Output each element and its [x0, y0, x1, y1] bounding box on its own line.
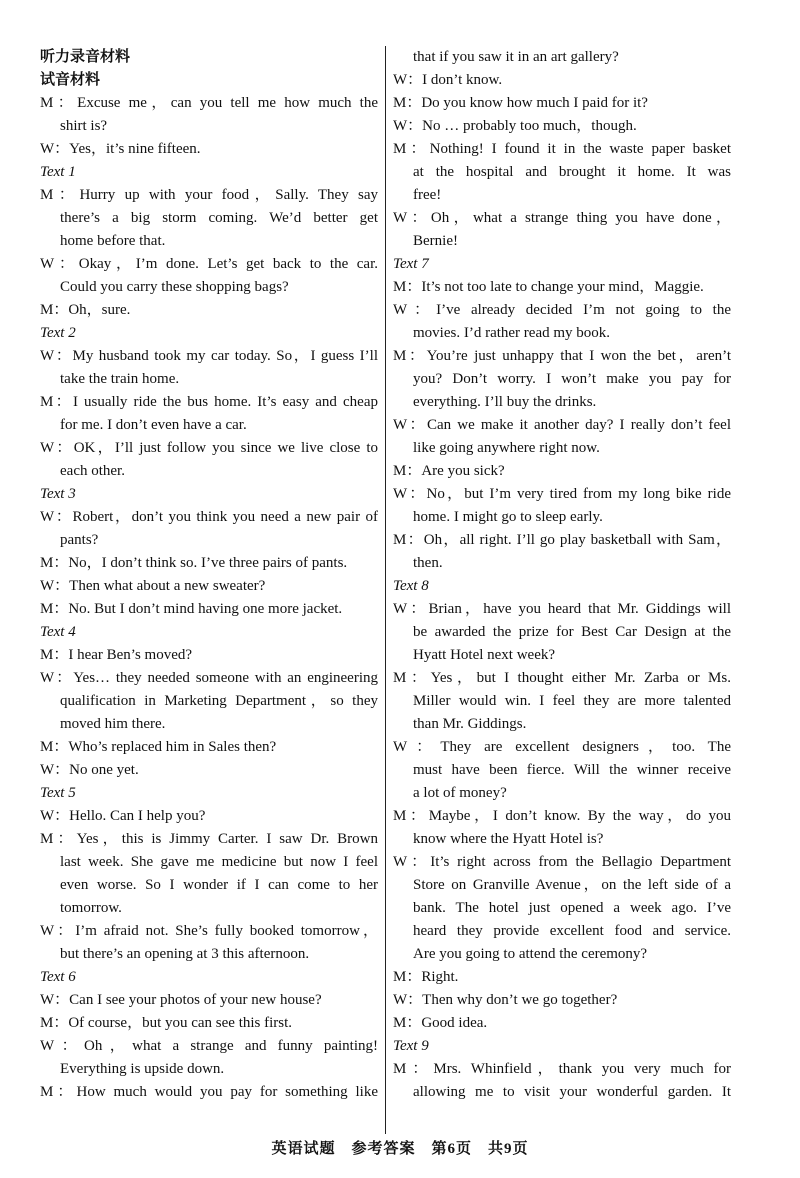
transcript-line: M：I hear Ben’s moved? [40, 647, 193, 663]
transcript-line: W：Yes… they needed someone with an engineering [40, 670, 378, 686]
transcript-line: W：Then what about a new sweater? [40, 578, 266, 594]
transcript-line: at the hospital and brought it home. It was [413, 164, 731, 180]
transcript-line: M：Hurry up with your food，Sally. They say [40, 187, 378, 203]
section-heading: Text 9 [393, 1038, 429, 1054]
transcript-line: W：OK，I’ll just follow you since we live close to [40, 440, 378, 456]
transcript-line: Are you going to attend the ceremony? [413, 946, 648, 962]
transcript-line: M：It’s not too late to change your mind，Maggie. [393, 279, 704, 295]
transcript-line: W：They are excellent designers，too. The [393, 739, 731, 755]
transcript-line: W：Can I see your photos of your new house? [40, 992, 322, 1008]
transcript-line: W：My husband took my car today. So，I guess I’ll [40, 348, 378, 364]
transcript-line: M：Mrs. Whinfield，thank you very much for [393, 1061, 731, 1077]
transcript-line: like going anywhere right now. [413, 440, 600, 456]
transcript-line: W：Can we make it another day? I really don’t feel [393, 417, 731, 433]
transcript-line: W：No … probably too much，though. [393, 118, 637, 134]
transcript-line: W：Then why don’t we go together? [393, 992, 618, 1008]
transcript-line: M：Maybe，I don’t know. By the way，do you [393, 808, 731, 824]
transcript-line: last week. She gave me medicine but now I feel [60, 854, 378, 870]
document-heading: 试音材料 [40, 72, 101, 88]
transcript-line: M：I usually ride the bus home. It’s easy and cheap [40, 394, 378, 410]
transcript-line: Everything is upside down. [60, 1061, 225, 1077]
transcript-line: qualification in Marketing Department，so they [60, 693, 378, 709]
transcript-line: heard they provide excellent food and service. [413, 923, 731, 939]
transcript-line: W：I’m afraid not. She’s fully booked tomorrow， [40, 923, 378, 939]
transcript-line: Miller would win. I feel they are more talented [413, 693, 731, 709]
transcript-line: must have been fierce. Will the winner receive [413, 762, 731, 778]
transcript-line: be awarded the prize for Best Car Design at the [413, 624, 731, 640]
transcript-line: M：No，I don’t think so. I’ve three pairs of pants. [40, 555, 348, 571]
transcript-line: W：Brian，have you heard that Mr. Giddings will [393, 601, 731, 617]
transcript-line: you? Don’t worry. I won’t make you pay for [413, 371, 731, 387]
section-heading: Text 7 [393, 256, 429, 272]
transcript-line: W：Oh，what a strange thing you have done， [393, 210, 731, 226]
transcript-line: M：You’re just unhappy that I won the bet，aren’t [393, 348, 731, 364]
transcript-line: free! [413, 187, 442, 203]
page-footer: 英语试题 参考答案 第6页 共9页 [271, 1141, 529, 1157]
transcript-line: movies. I’d rather read my book. [413, 325, 611, 341]
transcript-line: W：Hello. Can I help you? [40, 808, 206, 824]
transcript-line: W：No，but I’m very tired from my long bike ride [393, 486, 731, 502]
transcript-line: W：Yes，it’s nine fifteen. [40, 141, 201, 157]
section-heading: Text 4 [40, 624, 76, 640]
transcript-line: moved him there. [60, 716, 166, 732]
transcript-line: Store on Granville Avenue，on the left side of a [413, 877, 731, 893]
right-column [393, 46, 731, 1104]
transcript-line: M：Who’s replaced him in Sales then? [40, 739, 277, 755]
section-heading: Text 1 [40, 164, 76, 180]
transcript-line: take the train home. [60, 371, 180, 387]
transcript-line: home. I might go to sleep early. [413, 509, 603, 525]
transcript-line: shirt is? [60, 118, 108, 134]
transcript-line: M：Yes，but I thought either Mr. Zarba or Ms. [393, 670, 731, 686]
section-heading: Text 6 [40, 969, 76, 985]
transcript-line: than Mr. Giddings. [413, 716, 527, 732]
transcript-line: M：Of course，but you can see this first. [40, 1015, 293, 1031]
transcript-line: W：Oh，what a strange and funny painting! [40, 1038, 378, 1054]
transcript-line: M：Oh，all right. I’ll go play basketball with Sam， [393, 532, 731, 548]
transcript-line: bank. The hotel just opened a week ago. I’ve [413, 900, 731, 916]
transcript-line: a lot of money? [413, 785, 507, 801]
transcript-line: W：No one yet. [40, 762, 139, 778]
transcript-line: W：I don’t know. [393, 72, 503, 88]
transcript-line: Hyatt Hotel next week? [413, 647, 556, 663]
transcript-line: M：Are you sick? [393, 463, 505, 479]
transcript-line: for me. I don’t even have a car. [60, 417, 247, 433]
section-heading: Text 3 [40, 486, 76, 502]
column-divider [385, 46, 386, 1134]
section-heading: Text 5 [40, 785, 76, 801]
transcript-line: everything. I’ll buy the drinks. [413, 394, 597, 410]
left-column [40, 46, 378, 1104]
transcript-line: allowing me to visit your wonderful garden. It [413, 1084, 731, 1100]
transcript-line: Bernie! [413, 233, 458, 249]
transcript-line: but there’s an opening at 3 this afternoon. [60, 946, 310, 962]
transcript-line: M：Nothing! I found it in the waste paper basket [393, 141, 731, 157]
transcript-line: M：Yes，this is Jimmy Carter. I saw Dr. Brown [40, 831, 378, 847]
transcript-line: M：Good idea. [393, 1015, 488, 1031]
transcript-line: M：How much would you pay for something like [40, 1084, 378, 1100]
transcript-line: M：No. But I don’t mind having one more jacket. [40, 601, 343, 617]
transcript-line: know where the Hyatt Hotel is? [413, 831, 604, 847]
section-heading: Text 2 [40, 325, 76, 341]
transcript-line: even worse. So I wonder if I can come to her [60, 877, 378, 893]
section-heading: Text 8 [393, 578, 429, 594]
transcript-line: there’s a big storm coming. We’d better get [60, 210, 378, 226]
transcript-line: that if you saw it in an art gallery? [413, 49, 619, 65]
transcript-line: W：Okay，I’m done. Let’s get back to the car. [40, 256, 378, 272]
document-heading: 听力录音材料 [40, 49, 131, 65]
transcript-line: M：Excuse me，can you tell me how much the [40, 95, 378, 111]
transcript-line: W：Robert，don’t you think you need a new pair of [40, 509, 378, 525]
transcript-line: M：Right. [393, 969, 459, 985]
transcript-line: Could you carry these shopping bags? [60, 279, 289, 295]
transcript-line: each other. [60, 463, 125, 479]
transcript-line: M：Oh，sure. [40, 302, 131, 318]
transcript-line: M：Do you know how much I paid for it? [393, 95, 648, 111]
transcript-line: then. [413, 555, 443, 571]
transcript-line: home before that. [60, 233, 166, 249]
transcript-line: tomorrow. [60, 900, 122, 916]
transcript-line: W：It’s right across from the Bellagio Department [393, 854, 731, 870]
transcript-line: pants? [60, 532, 99, 548]
transcript-line: W：I’ve already decided I’m not going to the [393, 302, 731, 318]
